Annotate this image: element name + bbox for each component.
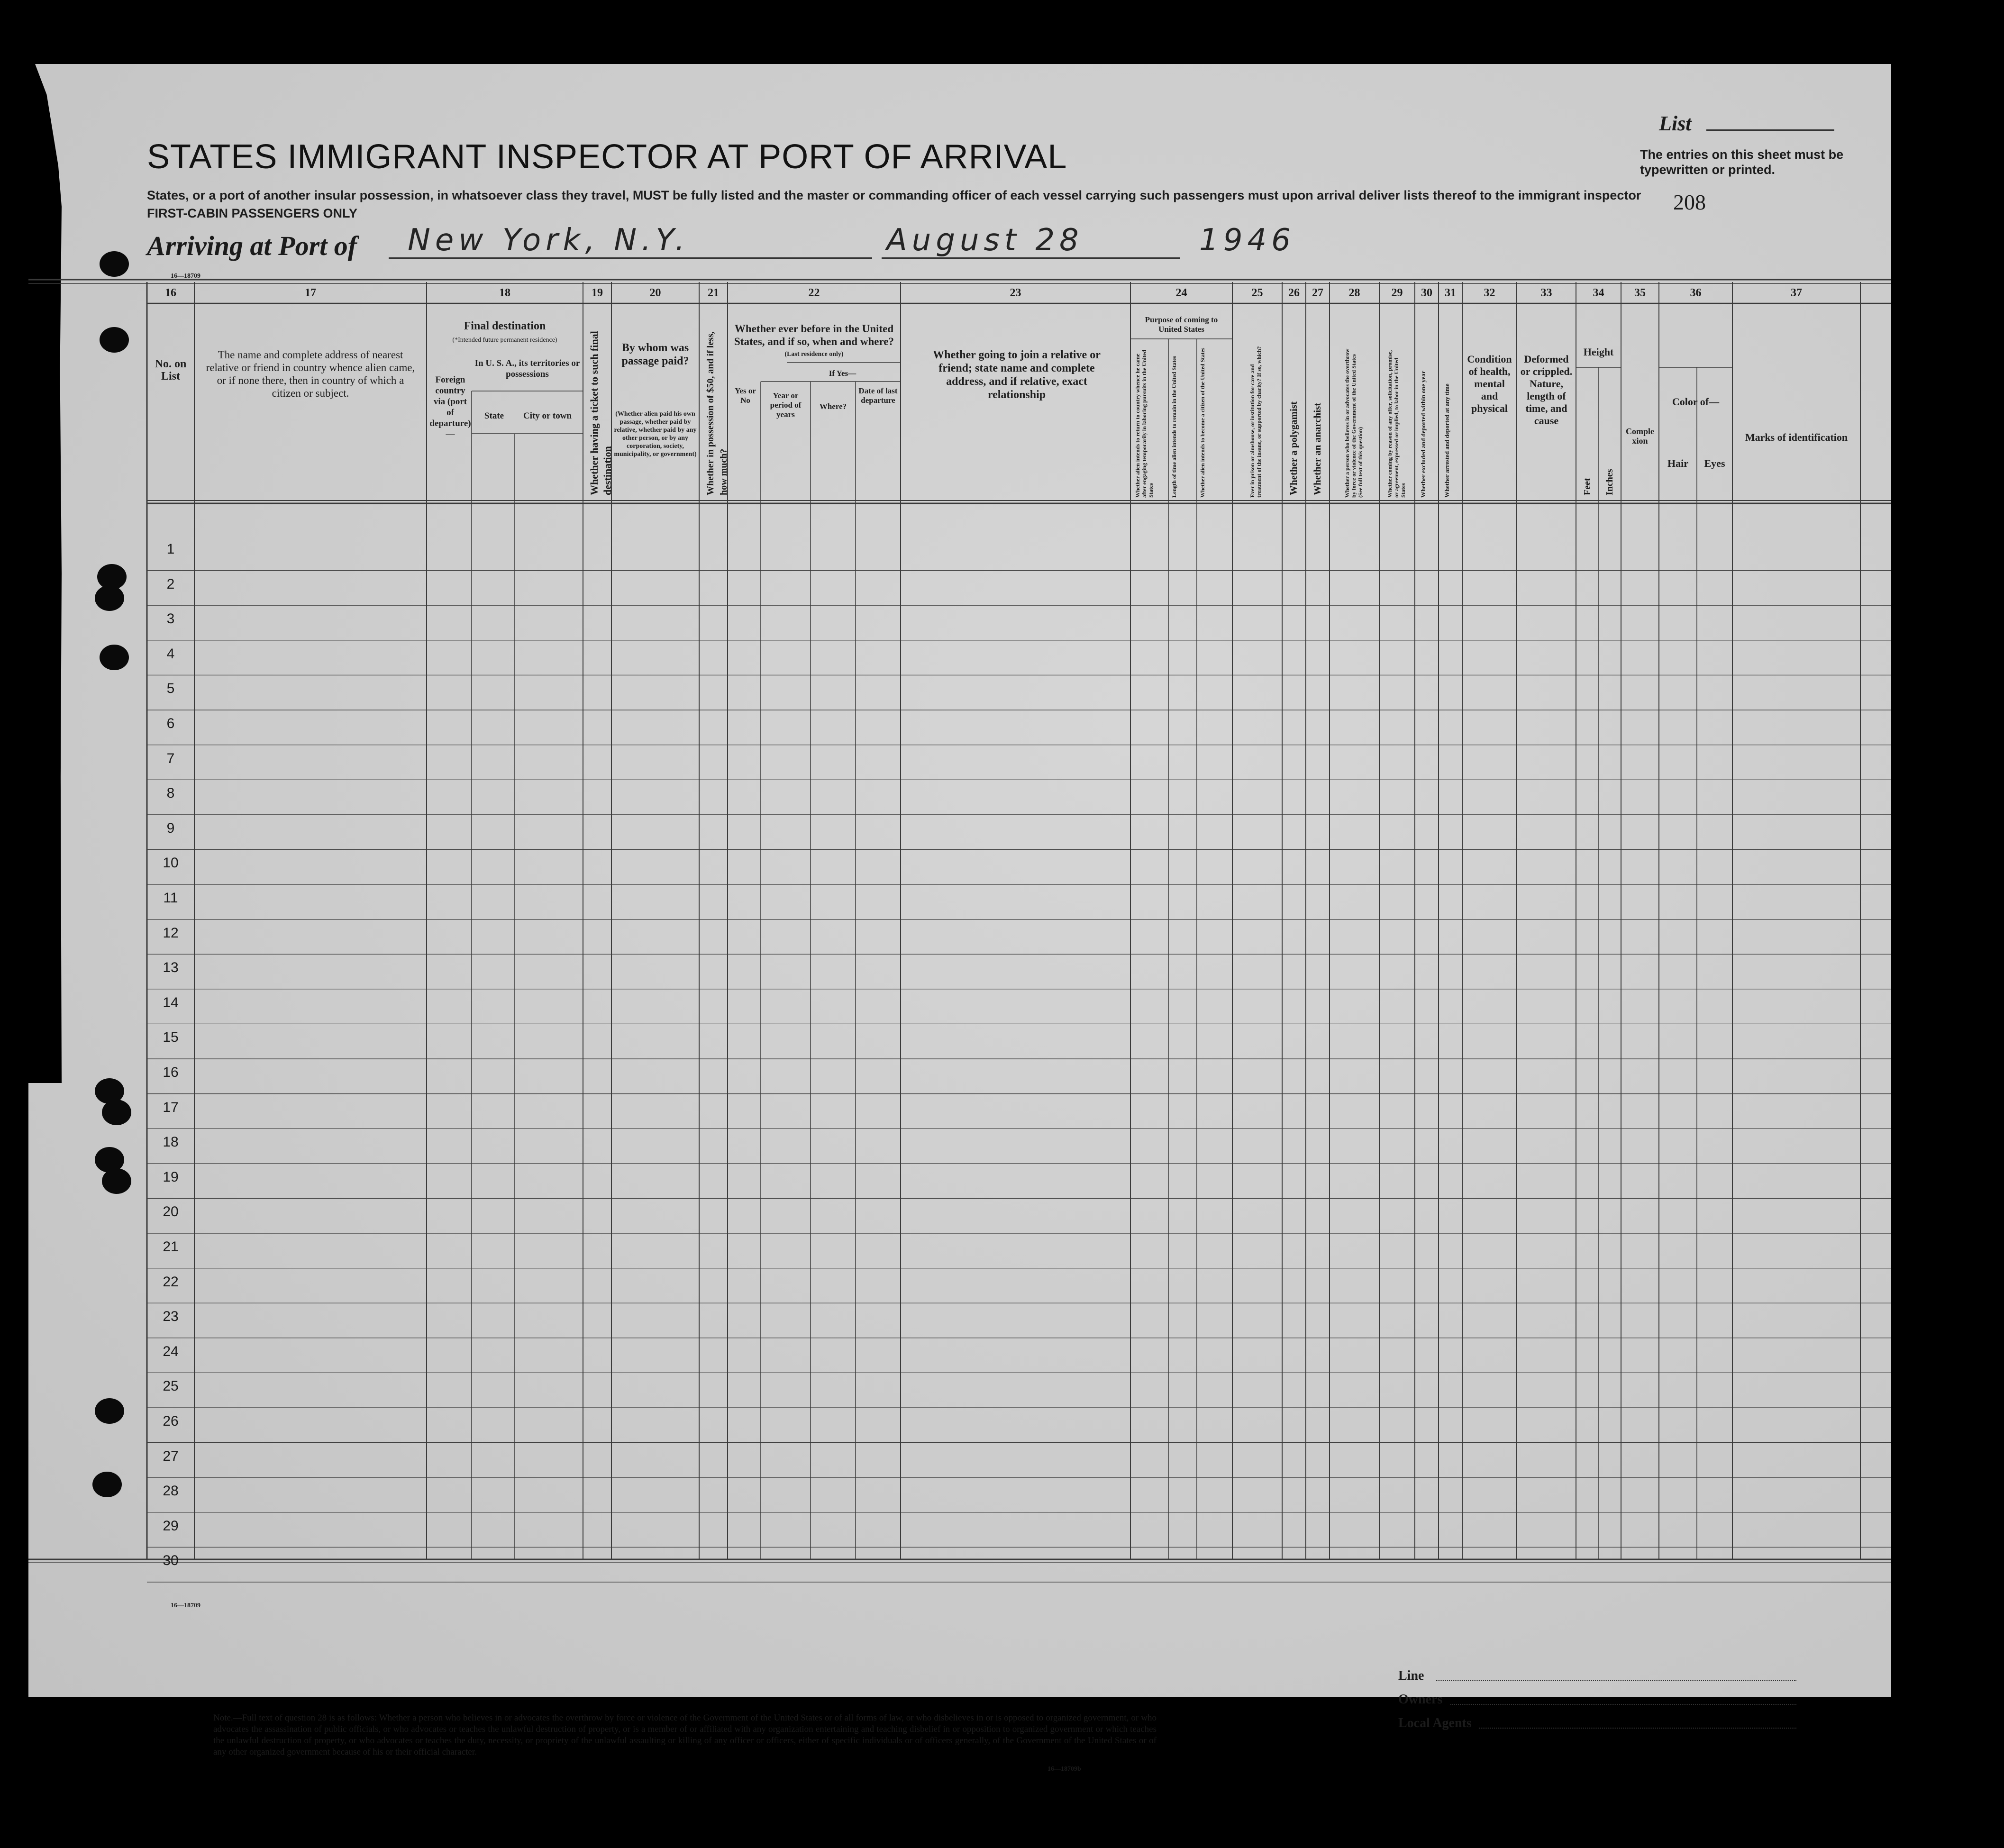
header-arrested: Whether arrested and deported at any time — [1443, 383, 1450, 498]
instruction-text: States, or a port of another insular possession, in whatsoever class they travel, MUST be fully listed and the master or commanding officer of each vessel carrying such passengers must upon arrival deliver lists thereof to the immigrant inspector — [147, 188, 1641, 202]
header-no-on-list: No. on List — [155, 358, 187, 382]
form-code-bottom: 16—18709 — [171, 1602, 200, 1609]
colnum-35: 35 — [1634, 287, 1646, 299]
owners-label: Owners — [1398, 1692, 1443, 1707]
colnum-27: 27 — [1312, 287, 1323, 299]
manifest-grid — [28, 64, 1891, 1697]
class-label: FIRST-CABIN PASSENGERS ONLY — [147, 206, 358, 220]
colnum-25: 25 — [1251, 287, 1263, 299]
header-city: City or town — [523, 411, 572, 421]
header-excluded: Whether excluded and deported within one year — [1420, 371, 1427, 498]
header-yes-no: Yes or No — [735, 386, 756, 405]
manifest-sheet — [28, 64, 1891, 1773]
header-last-residence: (Last residence only) — [784, 351, 844, 358]
colnum-30: 30 — [1421, 287, 1432, 299]
header-foreign-country: Foreign country via (port of departure)— — [429, 375, 471, 439]
row-number: 23 — [163, 1309, 179, 1325]
row-number: 14 — [163, 994, 179, 1010]
port-handwritten: New York, N.Y. — [408, 223, 690, 258]
header-anarchist: Whether an anarchist — [1312, 402, 1323, 495]
row-number: 10 — [163, 855, 179, 871]
header-health: Condition of health, mental and physical — [1467, 353, 1512, 414]
header-final-destination-note: (*Intended future permanent residence) — [452, 337, 557, 344]
colnum-31: 31 — [1445, 287, 1456, 299]
header-passage-paid: By whom was passage paid? — [621, 342, 689, 367]
colnum-26: 26 — [1288, 287, 1300, 299]
row-number: 7 — [166, 750, 175, 766]
colnum-36: 36 — [1690, 287, 1702, 299]
colnum-19: 19 — [592, 287, 603, 299]
row-number: 21 — [163, 1239, 179, 1255]
colnum-23: 23 — [1010, 287, 1021, 299]
header-date-last-departure: Date of last departure — [858, 386, 898, 405]
header-feet: Feet — [1582, 478, 1593, 495]
colnum-17: 17 — [305, 287, 316, 299]
row-number: 25 — [163, 1378, 179, 1394]
local-agents-field[interactable] — [1479, 1728, 1796, 1729]
line-field[interactable] — [1436, 1680, 1796, 1681]
sheet-number: 208 — [1673, 190, 1706, 214]
header-where: Where? — [819, 402, 847, 411]
header-if-yes: If Yes— — [829, 369, 856, 378]
colnum-32: 32 — [1484, 287, 1495, 299]
row-number: 12 — [163, 925, 179, 941]
row-number: 27 — [163, 1448, 179, 1464]
colnum-21: 21 — [708, 287, 719, 299]
row-number: 6 — [166, 716, 175, 731]
colnum-33: 33 — [1540, 287, 1552, 299]
header-overthrow: Whether a person who believes in or advocates the overthrow by force or violence of the Government of the United States (See full text of this question) — [1344, 348, 1364, 498]
header-passage-paid-note: (Whether alien paid his own passage, whether paid by relative, whether paid by any other person, or by any corporation, society, municipality, or government) — [614, 410, 697, 458]
owners-field[interactable] — [1450, 1704, 1796, 1705]
header-purpose-citizen: Whether alien intends to become a citizen of the United States — [1199, 347, 1206, 498]
row-number: 18 — [163, 1134, 179, 1150]
header-height: Height — [1583, 346, 1614, 358]
header-fifty-dollars: Whether in possession of $50, and if less, how much? — [705, 331, 729, 495]
colnum-28: 28 — [1348, 287, 1360, 299]
colnum-20: 20 — [649, 287, 661, 299]
header-purpose: Purpose of coming to United States — [1145, 315, 1218, 334]
header-marks: Marks of identification — [1745, 431, 1848, 443]
header-year-period: Year or period of years — [770, 391, 802, 419]
header-hair: Hair — [1667, 457, 1688, 469]
row-number: 8 — [166, 785, 175, 801]
colnum-18: 18 — [499, 287, 510, 299]
row-number: 1 — [166, 541, 175, 557]
row-number: 17 — [163, 1099, 179, 1115]
row-number: 11 — [163, 890, 178, 906]
year-handwritten: 1946 — [1199, 223, 1295, 258]
date-handwritten: August 28 — [886, 223, 1084, 258]
colnum-16: 16 — [165, 287, 176, 299]
row-number: 22 — [163, 1274, 179, 1290]
header-ever-before: Whether ever before in the United States, and if so, when and where? — [734, 323, 894, 347]
row-number: 20 — [163, 1204, 179, 1220]
arriving-label: Arriving at Port of — [147, 230, 357, 261]
header-labor-offer: Whether coming by reason of any offer, solicitation, promise, or agreement, expressed or implied, to labor in the United States — [1386, 350, 1406, 498]
row-number: 15 — [163, 1029, 179, 1046]
row-number: 5 — [166, 681, 175, 697]
row-number: 13 — [163, 960, 179, 976]
row-number: 29 — [163, 1518, 179, 1534]
header-in-usa: In U. S. A., its territories or possessions — [474, 358, 580, 379]
colnum-34: 34 — [1593, 287, 1604, 299]
row-number: 28 — [163, 1483, 179, 1499]
form-code-top: 16—18709 — [171, 273, 200, 280]
row-number: 30 — [163, 1553, 179, 1569]
list-label: List — [1659, 112, 1692, 135]
note-form-code: 16—18709b — [1048, 1766, 1081, 1773]
row-number: 3 — [166, 611, 175, 627]
row-number: 24 — [163, 1343, 179, 1359]
header-join-relative: Whether going to join a relative or friend; state name and complete address, and if relative, exact relationship — [933, 349, 1101, 401]
header-state: State — [484, 411, 504, 421]
header-polygamist: Whether a polygamist — [1288, 401, 1299, 495]
entries-note: The entries on this sheet must be typewritten or printed. — [1640, 147, 1844, 177]
note-question-28: Note.—Full text of question 28 is as follows: Whether a person who believes in or advocates the overthrow by force or violence of the Government of the United States or of all forms of law, or who disbelieves in or is opposed to organized government, or who advocates the assassination of public officials, or who advocates or teaches the unlawful destruction of property, or is a member of or affiliated with any organization entertaining and teaching disbelief in or opposition to organized government or which teaches the unlawful destruction of property, or who advocates or teaches the duty, necessity, or propriety of the unlawful assaulting or killing of any officer or officers, either of specific individuals or of officers generally, of the Government of the United States or of any other organized government because of his or their official character. — [213, 1713, 1157, 1757]
colnum-37: 37 — [1791, 287, 1802, 299]
header-prison: Ever in prison or almshouse, or institution for care and treatment of the insane, or supported by charity? If so, which? — [1249, 346, 1262, 498]
line-label: Line — [1398, 1668, 1424, 1683]
row-number: 26 — [163, 1413, 179, 1429]
colnum-22: 22 — [808, 287, 820, 299]
colnum-29: 29 — [1391, 287, 1403, 299]
local-agents-label: Local Agents — [1398, 1716, 1472, 1730]
header-final-destination: Final destination — [464, 320, 546, 332]
header-purpose-return: Whether alien intends to return to country whence he came after engaging temporarily in laboring pursuits in the United States — [1134, 350, 1154, 498]
header-ticket: Whether having a ticket to such final destination — [588, 331, 613, 495]
header-inches: Inches — [1604, 469, 1615, 495]
page-title: STATES IMMIGRANT INSPECTOR AT PORT OF ARRIVAL — [147, 138, 1067, 176]
header-deformed: Deformed or crippled. Nature, length of time, and cause — [1520, 353, 1573, 427]
header-eyes: Eyes — [1704, 457, 1725, 469]
header-color-of: Color of— — [1672, 396, 1720, 408]
row-number: 2 — [166, 576, 175, 592]
row-number: 4 — [166, 646, 175, 662]
header-complexion: Complexion — [1626, 427, 1654, 446]
header-purpose-length: Length of time alien intends to remain in the United States — [1171, 355, 1177, 498]
colnum-24: 24 — [1175, 287, 1187, 299]
row-number: 19 — [163, 1169, 179, 1185]
row-number: 16 — [163, 1065, 179, 1080]
row-number: 9 — [166, 820, 175, 836]
header-nearest-relative: The name and complete address of nearest relative or friend in country whence alien came, or if none there, then in country of which a citizen or subject. — [206, 349, 415, 399]
